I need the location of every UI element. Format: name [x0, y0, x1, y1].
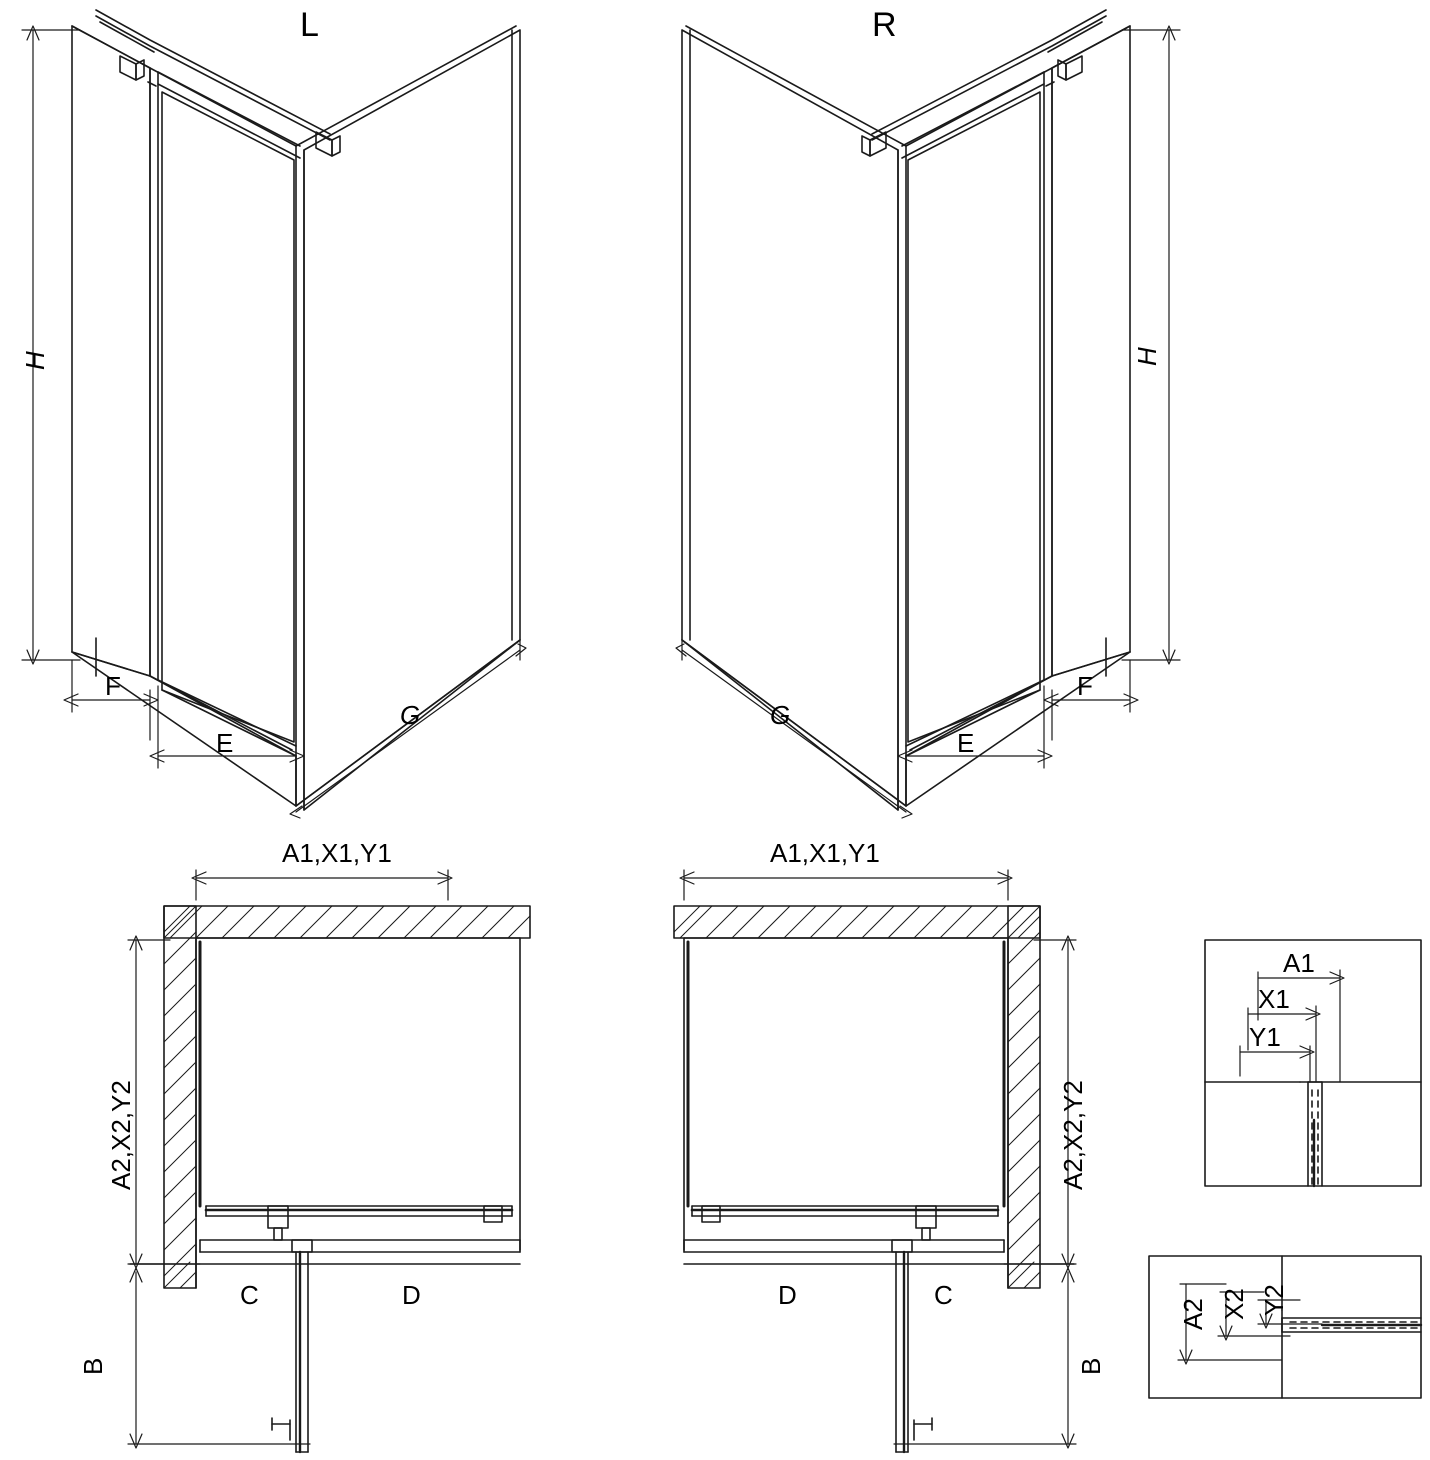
iso-left-height-label: H [20, 351, 50, 370]
iso-left-dim-f: F [105, 671, 121, 701]
detail-bottom-dim-x2: X2 [1219, 1288, 1249, 1320]
detail-top-dim-y1: Y1 [1249, 1022, 1281, 1052]
detail-top-dim-x1: X1 [1258, 984, 1290, 1014]
detail-bottom-dim-y2: Y2 [1259, 1284, 1289, 1316]
detail-bottom-dim-a2: A2 [1178, 1298, 1208, 1330]
iso-view-left [22, 6, 526, 818]
view-title-left: L [300, 6, 319, 44]
plan-view-left [128, 870, 530, 1452]
plan-right-top-dim: A1,X1,Y1 [770, 838, 880, 868]
plan-right-dim-d: D [778, 1280, 797, 1310]
plan-left-side-dim: A2,X2,Y2 [106, 1080, 136, 1190]
detail-top-dim-a1: A1 [1283, 948, 1315, 978]
plan-right-dim-c: C [934, 1280, 953, 1310]
plan-left-top-dim: A1,X1,Y1 [282, 838, 392, 868]
plan-right-dim-b: B [1076, 1357, 1106, 1375]
plan-left-dim-d: D [402, 1280, 421, 1310]
plan-left-dim-c: C [240, 1280, 259, 1310]
plan-left-dim-b: B [78, 1357, 108, 1375]
plan-right-side-dim: A2,X2,Y2 [1058, 1080, 1088, 1190]
iso-view-right [676, 6, 1180, 818]
iso-right-dim-g: G [770, 700, 791, 730]
plan-view-right [674, 870, 1076, 1452]
iso-left-dim-e: E [216, 728, 234, 758]
iso-right-dim-e: E [957, 728, 975, 758]
iso-right-dim-f: F [1077, 671, 1093, 701]
iso-left-dim-g: G [400, 700, 421, 730]
view-title-right: R [872, 6, 897, 44]
iso-right-height-label: H [1132, 347, 1162, 366]
